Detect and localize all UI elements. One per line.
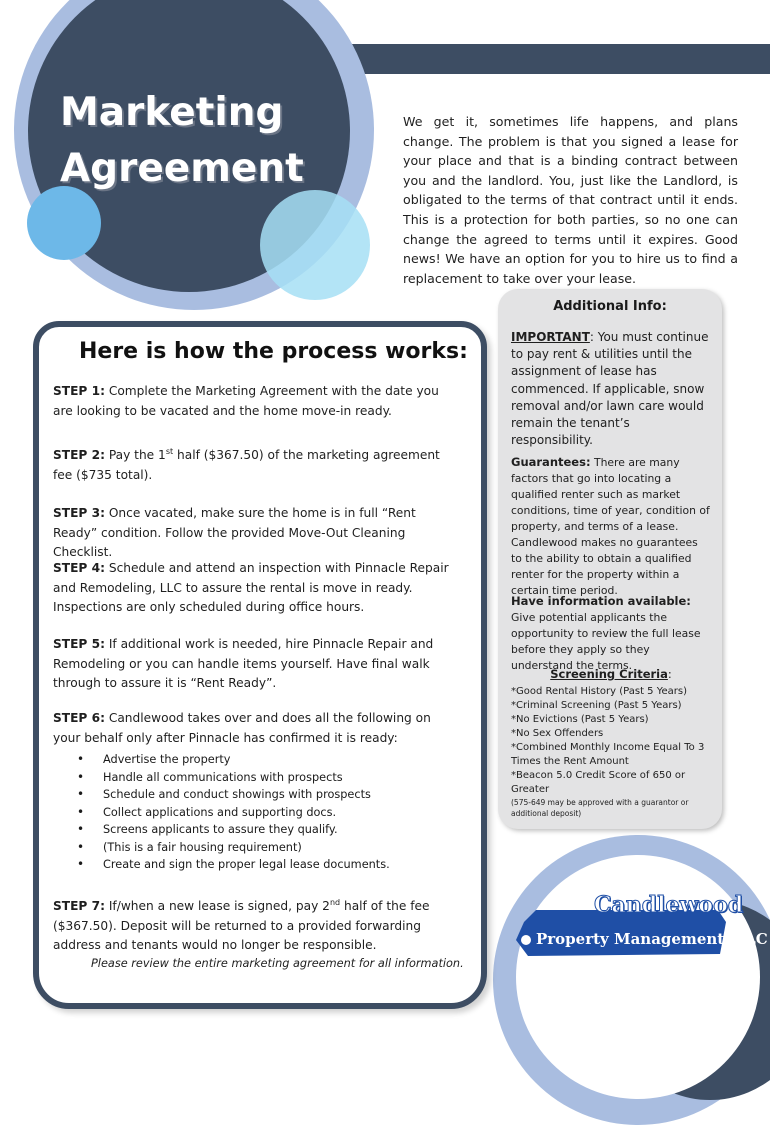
step-text: If/when a new lease is signed, pay 2	[104, 899, 330, 914]
screening-criteria-label: Screening Criteria	[550, 667, 668, 681]
list-item: • Handle all communications with prospects	[77, 769, 417, 787]
criteria-item: *Combined Monthly Income Equal To 3 Times the Rent Amount	[511, 742, 705, 767]
step-label: STEP 1:	[53, 384, 105, 398]
step-text: half ($367.50) of the marketing agreement fee ($735 total).	[53, 448, 440, 482]
criteria-item: *Criminal Screening (Past 5 Years)	[511, 700, 682, 711]
step-6	[53, 709, 458, 748]
step-text: Schedule and attend an inspection with Pinnacle Repair and Remodeling, LLC to assure the rental is move in ready. Inspections are only scheduled during office hours.	[53, 561, 449, 614]
page-title	[60, 85, 320, 197]
step-label: STEP 3:	[53, 506, 105, 520]
step-text: Pay the 1	[104, 448, 166, 463]
logo-dot	[521, 935, 531, 945]
title-line-1: Marketing	[60, 90, 284, 135]
step-label: STEP 4:	[53, 561, 105, 575]
step-5	[53, 635, 458, 694]
step-label: STEP 7:	[53, 899, 105, 914]
logo-company-name: Property Management, LLC	[536, 930, 768, 948]
process-heading: Here is how the process works:	[79, 339, 468, 364]
guarantees-label: Guarantees:	[511, 455, 591, 469]
review-note: Please review the entire marketing agreement for all information.	[91, 957, 464, 970]
criteria-small-note: (575-649 may be approved with a guarantor or additional deposit)	[511, 798, 689, 818]
candlewood-logo	[514, 892, 768, 966]
step-text: Complete the Marketing Agreement with the date you are looking to be vacated and the home move-in ready.	[53, 384, 439, 418]
list-item: • Advertise the property	[77, 751, 417, 769]
cyan-circle-bubble	[260, 190, 370, 300]
screening-criteria-colon: :	[667, 667, 672, 681]
step-3	[53, 504, 458, 563]
service-list	[77, 751, 417, 874]
criteria-item: *No Evictions (Past 5 Years)	[511, 714, 649, 725]
list-item: • Collect applications and supporting docs.	[77, 804, 417, 822]
additional-info-panel	[498, 289, 722, 829]
sky-blue-circle-bubble	[27, 186, 101, 260]
important-label: IMPORTANT	[511, 330, 590, 344]
screening-criteria-list	[511, 685, 711, 819]
step-label: STEP 6:	[53, 711, 105, 725]
criteria-item: *Good Rental History (Past 5 Years)	[511, 686, 688, 697]
process-box	[33, 321, 487, 1009]
ordinal-superscript: st	[165, 447, 174, 456]
step-7	[53, 893, 458, 956]
intro-paragraph: We get it, sometimes life happens, and plans change. The problem is that you signed a lease for your place and that is a binding contract between you and the landlord. You, just like the Landlord, is obligated to the terms of that contract until it ends. This is a protection for both parties, so no one can change the agreed to terms until it expires. Good news! We have an option for you to hire us to find a replacement to take over your lease.	[403, 114, 738, 286]
guarantees-block	[511, 454, 711, 599]
guarantees-text: There are many factors that go into locating a qualified renter such as market conditions, time of year, condition of property, and terms of a lease. Candlewood makes no guarantees to the ability to obtain a qualified renter for the property within a certain time period.	[511, 456, 710, 597]
additional-info-heading: Additional Info:	[553, 299, 667, 314]
ordinal-superscript: nd	[329, 898, 341, 907]
step-1	[53, 382, 458, 421]
logo-brand-name: Candlewood	[594, 892, 744, 918]
step-text: Once vacated, make sure the home is in full “Rent Ready” condition. Follow the provided Move-Out Cleaning Checklist.	[53, 506, 416, 559]
info-available-block	[511, 593, 711, 674]
info-available-text: Give potential applicants the opportunity to review the full lease before they apply so they understand the terms.	[511, 611, 701, 672]
screening-criteria-heading	[511, 667, 711, 681]
list-item: • Schedule and conduct showings with prospects	[77, 786, 417, 804]
criteria-item: *Beacon 5.0 Credit Score of 650 or Greater	[511, 770, 686, 795]
step-label: STEP 2:	[53, 448, 105, 463]
list-item: • Screens applicants to assure they qualify.	[77, 821, 417, 839]
step-text: If additional work is needed, hire Pinnacle Repair and Remodeling or you can handle items yourself. Have final walk through to assure it is “Rent Ready”.	[53, 637, 434, 690]
step-4	[53, 559, 458, 618]
list-item: • Create and sign the proper legal lease documents.	[77, 856, 417, 874]
step-2	[53, 442, 458, 485]
list-item-note: • (This is a fair housing requirement)	[77, 839, 417, 857]
info-available-label: Have information available:	[511, 594, 691, 608]
step-label: STEP 5:	[53, 637, 105, 651]
step-text: Candlewood takes over and does all the following on your behalf only after Pinnacle has confirmed it is ready:	[53, 711, 431, 745]
important-text: : You must continue to pay rent & utilities until the assignment of lease has commenced. If applicable, snow removal and/or lawn care would remain the tenant’s responsibility.	[511, 330, 709, 448]
header-bar	[300, 44, 770, 74]
title-line-2: Agreement	[60, 146, 304, 191]
criteria-item: *No Sex Offenders	[511, 728, 604, 739]
important-block	[511, 329, 711, 449]
step-text: half of the fee ($367.50). Deposit will be returned to a provided forwarding address and tenants would no longer be responsible.	[53, 899, 430, 953]
